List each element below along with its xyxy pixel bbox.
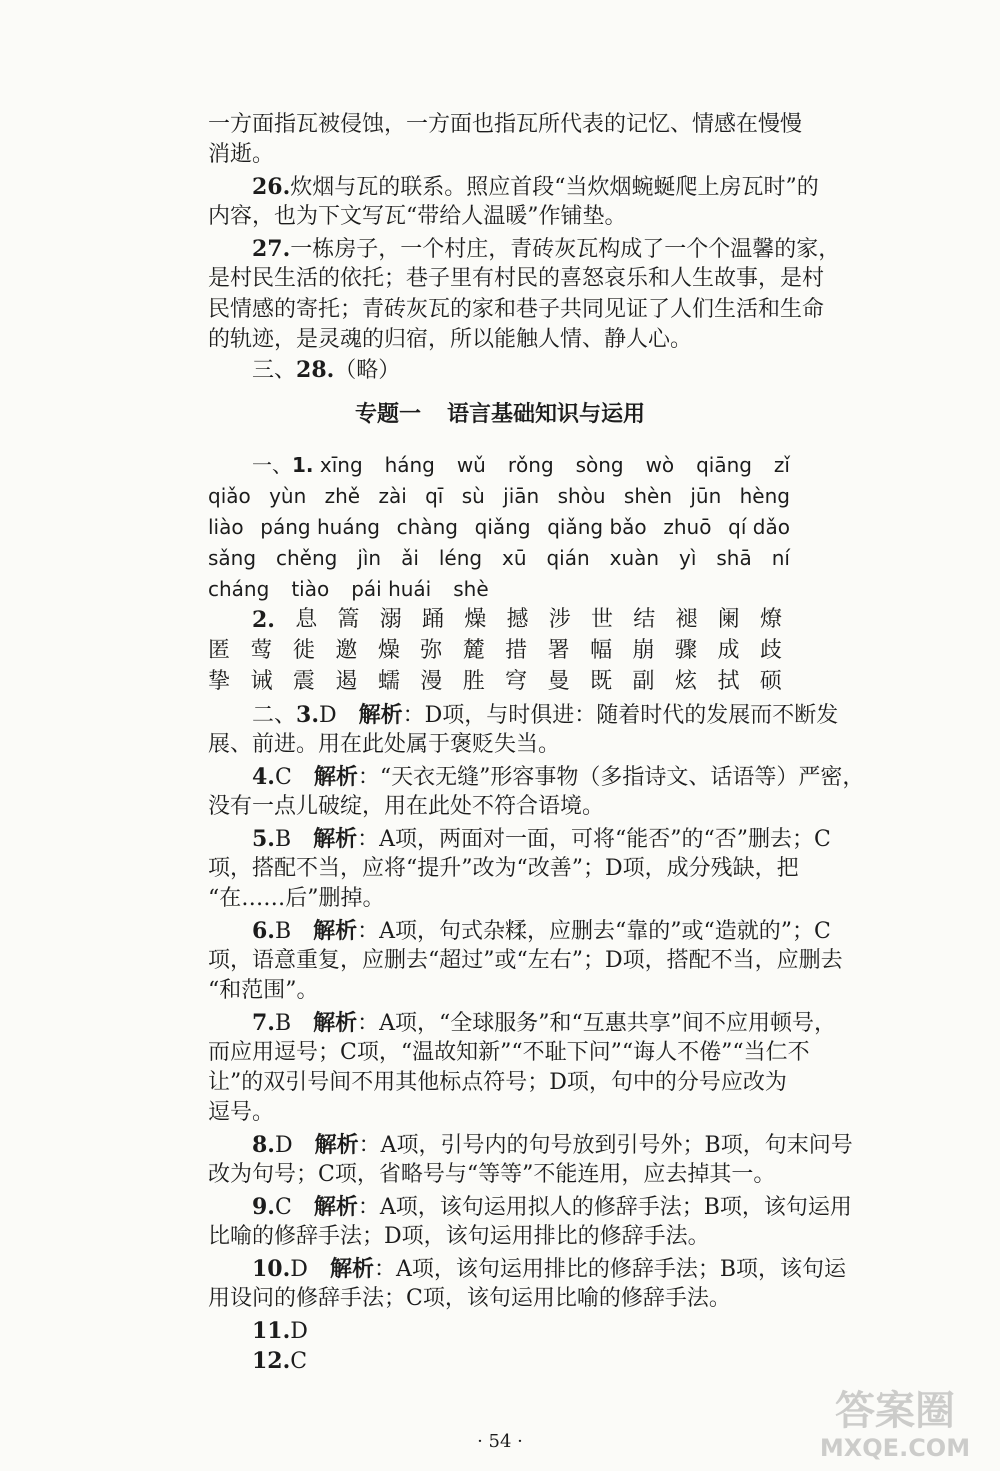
svg-text:答案圈: 答案圈 <box>835 1388 955 1434</box>
pinyin: chàng <box>396 515 458 539</box>
answer-choice: D <box>290 1257 308 1282</box>
analysis-text: ：A项，两面对一面，可将“能否”的“否”删去；C <box>357 827 831 852</box>
answer-choice: C <box>290 1349 308 1374</box>
pinyin: shā <box>716 546 752 570</box>
question-number: 2. <box>252 607 275 633</box>
analysis-label: 解析 <box>329 1256 374 1282</box>
answer-choice: C <box>274 765 292 790</box>
analysis-text: ：A项，“全球服务”和“互惠共享”间不应用顿号， <box>357 1011 837 1036</box>
answer-5 <box>252 824 831 855</box>
pinyin: xū <box>502 546 527 570</box>
pinyin: shèn <box>623 484 672 508</box>
answer-text: 炊烟与瓦的联系。照应首段“当炊烟蜿蜒爬上房瓦时”的 <box>290 175 819 200</box>
analysis-label: 解析 <box>313 1010 358 1036</box>
analysis-text: ：A项，该句运用排比的修辞手法；B项，该句运 <box>373 1257 847 1282</box>
character: 燥 <box>377 638 400 663</box>
page-number: · 54 · <box>477 1431 523 1452</box>
answer-choice: C <box>274 1195 292 1220</box>
question-number: 26. <box>252 174 291 200</box>
character: 署 <box>547 638 570 663</box>
character-row <box>252 605 782 635</box>
character: 世 <box>590 607 613 632</box>
text-line: 没有一点儿破绽，用在此处不符合语境。 <box>208 794 605 819</box>
analysis-text: ：“天衣无缝”形容事物（多指诗文、话语等）严密， <box>357 765 865 790</box>
pinyin-row <box>252 450 790 480</box>
analysis-text: ：D项，与时俱进：随着时代的发展而不断发 <box>402 703 839 728</box>
pinyin: wǔ <box>456 453 486 477</box>
answer-26 <box>252 172 819 203</box>
character: 曼 <box>547 669 570 694</box>
pinyin: zǐ <box>773 453 790 477</box>
pinyin: tiào <box>291 577 330 601</box>
character: 息 <box>295 607 318 632</box>
text-line: 让”的双引号间不用其他标点符号；D项，句中的分号应改为 <box>208 1070 787 1095</box>
pinyin: cháng <box>208 577 270 601</box>
character: 既 <box>590 669 613 694</box>
character: 穹 <box>505 669 528 694</box>
answer-choice: B <box>274 919 292 944</box>
text-line: 项，语意重复，应删去“超过”或“左右”；D项，搭配不当，应删去 <box>208 948 843 973</box>
character: 硕 <box>759 669 782 694</box>
answer-10 <box>252 1254 846 1285</box>
text-line: 是村民生活的依托；巷子里有村民的喜怒哀乐和人生故事，是村 <box>208 266 825 291</box>
pinyin: qián <box>546 546 590 570</box>
text-line: 的轨迹，是灵魂的归宿，所以能触人情、静人心。 <box>208 327 693 352</box>
pinyin: ní <box>771 546 790 570</box>
question-number: 1. <box>292 453 314 477</box>
pinyin: rǒng <box>507 453 554 477</box>
pinyin: pái huái <box>351 577 432 601</box>
character: 弥 <box>420 638 443 663</box>
answer-text: 一栋房子，一个村庄，青砖灰瓦构成了一个个温馨的家， <box>290 237 841 262</box>
character-row <box>208 667 782 697</box>
pinyin-row <box>208 481 790 511</box>
text-line: 比喻的修辞手法；D项，该句运用排比的修辞手法。 <box>208 1224 710 1249</box>
pinyin-lead <box>252 450 363 480</box>
pinyin: jūn <box>690 484 722 508</box>
pinyin: zài <box>378 484 407 508</box>
answer-9 <box>252 1192 852 1223</box>
pinyin-row <box>208 574 790 604</box>
analysis-label: 解析 <box>313 826 358 852</box>
answer-choice: B <box>274 827 292 852</box>
analysis-label: 解析 <box>313 764 358 790</box>
character: 震 <box>292 669 315 694</box>
pinyin: páng huáng <box>260 515 380 539</box>
pinyin: xīng <box>319 453 363 477</box>
pinyin: qiǎng <box>474 515 531 539</box>
pinyin: sǎng <box>208 546 257 570</box>
character: 歧 <box>759 638 782 663</box>
answer-11 <box>252 1316 308 1347</box>
character: 成 <box>717 638 740 663</box>
character: 麓 <box>462 638 485 663</box>
pinyin: léng <box>438 546 483 570</box>
question-number: 11. <box>252 1318 291 1344</box>
pinyin: háng <box>384 453 435 477</box>
character: 挚 <box>208 669 231 694</box>
section-prefix: 一、 <box>252 453 292 477</box>
answer-choice: D <box>274 1133 293 1158</box>
character: 溺 <box>379 607 402 632</box>
pinyin: sòng <box>575 453 624 477</box>
pinyin: zhuō <box>663 515 712 539</box>
pinyin-row <box>208 512 790 542</box>
character: 涉 <box>548 607 571 632</box>
answer-12 <box>252 1346 307 1377</box>
character: 燎 <box>759 607 782 632</box>
pinyin: qiǎng bǎo <box>547 515 647 539</box>
character: 蠕 <box>377 669 400 694</box>
analysis-label: 解析 <box>313 1194 358 1220</box>
text-line: 而应用逗号；C项，“温故知新”“不耻下问”“诲人不倦”“当仁不 <box>208 1040 810 1065</box>
question-number: 27. <box>252 236 291 262</box>
pinyin: hèng <box>739 484 790 508</box>
section-title-part2: 语言基础知识与运用 <box>447 402 646 427</box>
pinyin: jìn <box>357 546 382 570</box>
answer-text: （略） <box>334 358 401 383</box>
pinyin: qī <box>425 484 444 508</box>
pinyin: yùn <box>269 484 307 508</box>
pinyin-row <box>208 543 790 573</box>
character: 匿 <box>208 638 231 663</box>
character: 阑 <box>717 607 740 632</box>
pinyin: jiān <box>503 484 540 508</box>
question-number: 5. <box>252 826 275 852</box>
text-line: 民情感的寄托；青砖灰瓦的家和巷子共同见证了人们生活和生命 <box>208 297 825 322</box>
section-title <box>0 400 1000 430</box>
pinyin: qiǎo <box>208 484 251 508</box>
character: 诫 <box>250 669 273 694</box>
text-line: 展、前进。用在此处属于褒贬失当。 <box>208 732 561 757</box>
analysis-text: ：A项，引号内的句号放到引号外；B项，句末问号 <box>358 1133 853 1158</box>
character: 燥 <box>464 607 487 632</box>
text-line: 改为句号；C项，省略号与“等等”不能连用，应去掉其一。 <box>208 1162 776 1187</box>
pinyin: chěng <box>276 546 338 570</box>
pinyin: qí dǎo <box>728 515 790 539</box>
character: 邀 <box>335 638 358 663</box>
character: 结 <box>633 607 656 632</box>
text-line: 消逝。 <box>208 142 275 167</box>
answer-choice: D <box>290 1319 308 1344</box>
answer-28 <box>252 355 400 386</box>
character: 拭 <box>717 669 740 694</box>
question-number: 12. <box>252 1348 291 1374</box>
text-line: 一方面指瓦被侵蚀，一方面也指瓦所代表的记忆、情感在慢慢 <box>208 112 803 137</box>
section-prefix: 三、 <box>252 358 297 383</box>
answer-7 <box>252 1008 836 1039</box>
section-prefix: 二、 <box>252 703 297 728</box>
analysis-text: ：A项，该句运用拟人的修辞手法；B项，该句运用 <box>357 1195 852 1220</box>
answer-6 <box>252 916 831 947</box>
answer-4 <box>252 762 864 793</box>
pinyin: shòu <box>557 484 606 508</box>
analysis-label: 解析 <box>313 918 358 944</box>
pinyin: liào <box>208 515 244 539</box>
answer-27 <box>252 234 840 265</box>
text-line: 项，搭配不当，应将“提升”改为“改善”；D项，成分残缺，把 <box>208 856 799 881</box>
watermark-logo <box>800 1380 990 1462</box>
pinyin: qiāng <box>696 453 752 477</box>
analysis-text: ：A项，句式杂糅，应删去“靠的”或“造就的”；C <box>357 919 831 944</box>
text-line: 用设问的修辞手法；C项，该句运用比喻的修辞手法。 <box>208 1286 731 1311</box>
character: 胜 <box>462 669 485 694</box>
pinyin: zhě <box>324 484 361 508</box>
character: 踊 <box>421 607 444 632</box>
question-number: 7. <box>252 1010 275 1036</box>
character: 骤 <box>674 638 697 663</box>
question-number: 9. <box>252 1194 275 1220</box>
text-line: 内容，也为下文写瓦“带给人温暖”作铺垫。 <box>208 204 627 229</box>
answer-3 <box>252 700 838 731</box>
character: 崩 <box>632 638 655 663</box>
pinyin: sù <box>461 484 485 508</box>
pinyin: ǎi <box>401 546 419 570</box>
character: 篙 <box>337 607 360 632</box>
answer-choice: D <box>318 703 337 728</box>
pinyin: xuàn <box>609 546 660 570</box>
character: 遏 <box>335 669 358 694</box>
answer-8 <box>252 1130 853 1161</box>
character-row <box>208 636 782 666</box>
question-number: 3. <box>296 702 319 728</box>
question-number: 28. <box>296 357 335 383</box>
character: 幅 <box>590 638 613 663</box>
answer-choice: B <box>274 1011 292 1036</box>
svg-text:MXQE.COM: MXQE.COM <box>819 1434 971 1462</box>
text-line: “和范围”。 <box>208 978 319 1003</box>
question-number: 10. <box>252 1256 291 1282</box>
character: 徙 <box>292 638 315 663</box>
text-line: “在……后”删掉。 <box>208 886 385 911</box>
analysis-label: 解析 <box>314 1132 359 1158</box>
character: 撼 <box>506 607 529 632</box>
analysis-label: 解析 <box>358 702 403 728</box>
pinyin: wò <box>645 453 675 477</box>
character: 漫 <box>420 669 443 694</box>
character: 炫 <box>674 669 697 694</box>
pinyin: shè <box>453 577 489 601</box>
character: 褪 <box>675 607 698 632</box>
character: 莺 <box>250 638 273 663</box>
text-line: 逗号。 <box>208 1100 275 1125</box>
section-title-part1: 专题一 <box>354 402 421 427</box>
character: 措 <box>505 638 528 663</box>
pinyin: yì <box>679 546 697 570</box>
character: 副 <box>632 669 655 694</box>
question-number: 8. <box>252 1132 275 1158</box>
question-number: 6. <box>252 918 275 944</box>
question-number: 4. <box>252 764 275 790</box>
